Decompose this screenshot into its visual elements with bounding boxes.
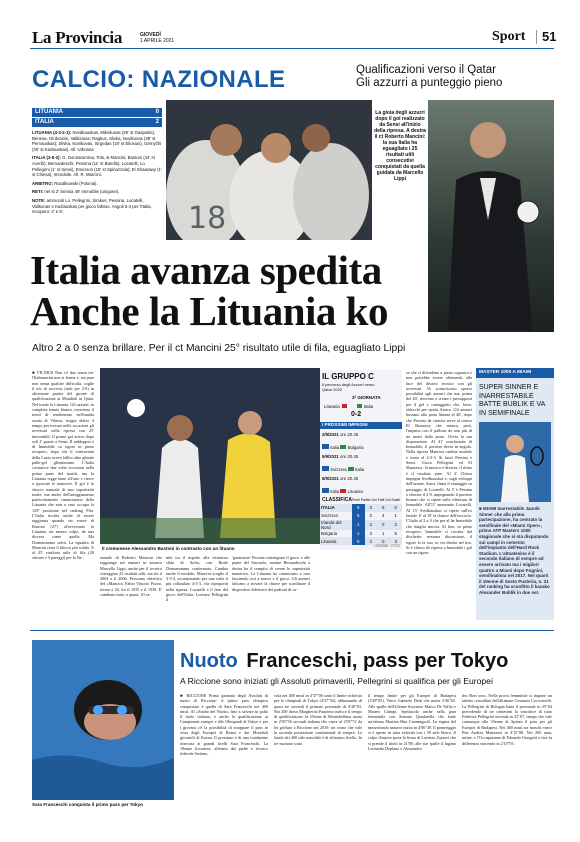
standings-title: CLASSIFICA (322, 497, 352, 503)
section-divider (30, 630, 554, 631)
kicker-line-1: Qualificazioni verso il Qatar (356, 64, 496, 76)
sidebar-text: ■ MIAMI Inarrestabile Jannik Sinner che alla prima partecipazione, ha centrato la semifinale del «Miami Open», primo ATP Masters 1000 stagionale che si sta disputando sui campi in cemento dell'impianto dell'Hard Rock Stadium. L'altoatesino è il secondo italiano di sempre ad essere arrivato ma i migliori quattro a Miami dopo Fognini, semifinalista nel 2017. Nei quarti il 19enne di Sesto Pusteria, n. 31 del ranking ha sconfitto il kazako Alexander Bublik in due set. (479, 506, 550, 595)
table-row: Bulgaria 1 3 1 5 (321, 530, 397, 536)
result-score: 0-2 (351, 411, 362, 418)
swimmer-photo (32, 640, 174, 800)
headline (30, 247, 450, 334)
standings-headers: Punti Partite Gol Fatti Gol Subiti (352, 498, 400, 502)
article-column: zionale di Roberto Mancini che raggiunge nei numeri in azzurro Marcello Lippi, anche per il tecnico viareggino 25 risultati utili, ma fra il 2004 e il 2006. Prossimo obiettivo del «Mancio» Fabio Vittorio Pozzo, ferma a 30, fra il 1935 e il 1939. E' cambiato tutto, o quasi: 10 ca- (100, 555, 162, 598)
match-illustration (100, 368, 320, 544)
article-column: ■ RICCIONE Prima giornata degli Assoluti di nuoto di Riccione: il primo pass olimpico conquistato è quello di Sara Franceschi nei 400 misti. Al «Stadio del Nuoto» fino a salvare in pallo il titolo italiano, e anche la qualificazione ai Campionati europei e alle Olimpiadi di Tokyo e per i giovani c'è la possibilità di strappare il pass in vista degli Europei di Roma e dei Mondiali giovanili di Kazan. Il prossimo è di una totalmente ritrovata ai grandi livelli Sara Franceschi. La 19enne livornese, allenata dal padre e tecnico federale Stefano, (180, 693, 268, 757)
sidebar-tag: MASTER 1000 A MIAMI (476, 368, 554, 378)
table-row: Svizzera 6 2 4 1 (321, 513, 397, 519)
headline-line-2: Anche la Lituania ko (30, 288, 388, 334)
team-score: 0 (155, 109, 159, 115)
headline-line-1: Italia avanza spedita (30, 247, 382, 293)
article-column: ■ VILNIUS Non c'è due senza tre: l'Italmancini non si ferma e, sia pure non senza qualche difficoltà, coglie il tris di successi (tutti per 2-0) in altrettante partite del girone di qualificazione ai Mondiali in Qatar. Nel tondo la Lituania. Gli azzurri, in completa tenuta bianca, inverteno il trend di rendimento nell'umida serata di Vilnius, troppo dietro il tempo per trovare nelle occasioni gli avversari nella ripresa con 25' inesorabili. Il primo gol arriva dopo soli 2' grazie a Sensi. Il raddoppio è di Immobile su rigore in pieno recupero, dopo che il centravanti della Lazio aveva fallito altre ghiotte palle-gol glientissime. L'Italia costruisce due volte occasioni nella prima parte del match, ma la Lituania regge bene all'urto e riesce a sporcare le manovre. Il gol è lo sbocco naturale di uno superiorità totale, ma anche dell'atteggiamento particolarmente rinunciatario della Lituania che non a caso occupa la 129ª posizione nel ranking Fifa. L'Italia rischia anche di essere raggiunta quando un errore di Bastoni (27') al'avversario la Lituania, un mezzo colpo, da una discesa come quella. Ma Donnarumma salva. La squadra di Mancini resta il blocco più solido. E al 25' risultato utile di fila (20 vittorie e 5 pareggi) per la Na- (32, 370, 94, 561)
table-row: Irlanda del Nord 1 2 0 2 (320, 520, 402, 530)
paper-logo: La Provincia (32, 28, 123, 47)
swimmer-illustration (32, 640, 174, 800)
sidebar (476, 368, 554, 620)
article-column: sa che si difendono a pieno organico e non potrebbe essere altrimenti, alla luce del divario tecnico con gli avversari. Ve scaturiscono spesso possibilità agli azzurri che ma, prima del 40', riescono a creare i presupposti per il gol e contaggiato che, forse, sblocchi per strada Amico. Gli azzurri bussano alla porta lituana al 40', dopo che Pessina da sinistra serve al centro El Shaarawy che manca, però, l'impatto con il pallone da non più di tre metri dalla porta. Ovvia la sua disperazione. Al 41' conclusione di Immobile, il portiere devia in angolo. Nella ripresa Mancini cambia modulo e torna al 4-3-3. Si fuori Pessina e Sensi. Gioca Pellegrini ed El Shaarawy: la musica è diversa, il ritmo è il risultato pure. Al 2' Chiesa impegna Svedkauskas e, sugli sviluppi dell'azione, Sensi, firma il vantaggio su passaggio di Locatelli. Al 5' è Pessina a sfiorare il 2-0, impegnando il portiere lituano che si ripete sulla rifinitura di Immobile. All'11' ammonito Locatelli. Al 15' Svedkauskas si ripete sull'ex laziale. E al 19' la chance dell'incrocio. L'Italia al 2 a 0 che per al ha Immobile che sbaglia ancora. Al fine, in pieno recupero, Immobile si riscatta dal dischetto: nessuna discussione, il rigore lo fa suo, in via diretta nel tiro. Si è chiuso da ripresa a Immobile i gol con un rigore. (406, 370, 472, 556)
swimmer-caption: Sara Franceschi conquista il primo pass per Tokyo (32, 802, 143, 807)
kicker (356, 64, 502, 90)
group-box (320, 370, 402, 550)
team-celebration-photo (166, 100, 372, 240)
nuoto-title: Franceschi, pass per Tokyo (246, 650, 509, 672)
page-number: 51 (542, 29, 557, 44)
match-item: 5/9/2021 ore 20.45 Svizzera Italia (322, 454, 365, 472)
scorebox-paragraph: NOTE: ammoniti Lo. Pellegrini, Simkus, Pessina, Locatelli, Valikunas e Kazlauskas per gioco falloso. Angoli 5-4 per l'Italia, recupero: 2' e 5'. (32, 197, 152, 215)
masthead (30, 27, 557, 49)
match-item: 2/9/2021 ore 20.45 Italia Bulgaria (322, 432, 364, 450)
kicker-line-2: Gli azzurri a punteggio pieno (356, 77, 503, 89)
result-row: Lituania Italia (324, 404, 374, 409)
team-row (32, 118, 162, 127)
article-column: mbi tra il rispetto alla vittoriosa sfida di Sofia, con Reale Donnarumma confermato. Cambia anche il modulo: Mancini sceglie il 3-5-2, accantonando per una volta il più collaudato 4-3-3, che riproporrà nella ripresa. Locatelli e il faro del gioco dell'Italia, Lorenzo Pellegrini il (166, 555, 228, 603)
nuoto-subtitle: A Riccione sono iniziati gli Assoluti primaverili, Pellegrini si qualifica per gli Europei (180, 676, 493, 686)
article-column: dro Bori orzo. Nella prova femminile si impone un talento cristallino dell'altimoto Costanza Cocconcelli. La Pellegrini di Bologna batte il personale in 25"04 precedendo di tre centesimi la vincitrice di tutto Federica Pellegrini seconda in 25"07, tempo che vale comunque alla 33enne di Spinea il pass per gli Europei di Budapest. Nei 400 misti tra maschi vince Pier Andrea Matteazzi in 4'15"80. Nei 200 rana, infine, e l'Occupazione di Edoardo Giorgetti a fare la differenza vincendo in 2'10"93. (462, 693, 552, 746)
article-column: 'guastatore' Pessina sostengono il gioco e alle punte del Sassuolo, mentre Bernardeschi a destra ha il compito di creare lo superiorità numerica. La Lituania ha cominciato a rara lasciando così a nuovo e il gioco. Gli azzurri faticano a trovare la chiave per scardinare il dispositivo difensivo dei padroni di ca- (232, 555, 310, 592)
team-row (32, 108, 162, 117)
table-row: Lituania 0 2 0 3 (320, 537, 402, 545)
standings-table (320, 504, 402, 545)
article-column: vola nei 400 misti in 4'37"06 sotto il limite richiesto per le olimpiadi di Tokyo (4'37"94), abbassando di quasi tre secondi il primato personale di 4'40"03. Nei 200 dorso Margherita Panziera trafisce il tempo di qualificazione: la 25enne di Montebelluna nuota in 2'05"56 secondi italiana che vince al 2'05"72 da lei griffato a Riccione nel 2019: un crono che vale la seconda prestazione continentale di sempre. La finale dei 400 stile maschile è di altissimo livello. In tre nuotano sotto (274, 693, 362, 746)
graphic-credit: L'ORDINE - FOTO (373, 544, 400, 548)
match-photo (100, 368, 320, 544)
scorebox-paragraph: LITUANIA (4-3-2-1): Svedkauskas, Mikoliunas (29' st Gaspuitis), Benesa, Girdvainis, Valikionas; Ragkus, Slivka, Novikovas (38' st Pernauskas); Slivka, Novikovas, Sirgedas (18' st Eliosius), Gernyčhi (30' st Kazlauskas). All. Urbonas (32, 130, 162, 152)
svg-text:18: 18 (188, 201, 227, 236)
scorebox-paragraph: ITALIA (3-5-2): G. Donnarumma, Tolo, & Mancini, Bastoni (44' st Acerbi); Bernardeschi, Pessina (11' st Barella), Locatelli, Lo Pellegrini (1' st Sensi), Emerson (18' st Spinazzola); El Shaarawy (1' st Chiesa), Immobile. All. R. Mancini. (32, 155, 162, 178)
scorebox-paragraph: RETI: nel st 2' Sensia 49' Immobile (unigone). (32, 189, 120, 195)
group-title: IL GRUPPO C (322, 372, 374, 381)
section-title: CALCIO: NAZIONALE (32, 66, 286, 93)
masthead-day: GIOVEDÌ (140, 32, 161, 38)
article-column: il tempo limite per gli Europei di Budapest (3'48"85). Vince Gabriele Detti che nuota 3'46"65. Alle spalle dell'23enne livornese Marco De Tullio e Matteo Ciampi. Spettacolo anche nella gara femminile con Simona Quadarella che batte un'ottima Martina Rita Caramignoli. La regina del mezzofondo azzurro nuota in 4'06"49. Il pomeriggio si è aperto in tutta velocità con i 50 stile libero. Il colpo d'autore porta la firma di Lorenzo Zazzeri che si prende il titolo in 21'89, alle sue spalle il lugano Leonardo Deplano e Alessandro (368, 693, 456, 751)
scorebox-paragraph: ARBITRO: Racalkowski (Polonia). (32, 180, 98, 186)
nuoto-header (180, 650, 508, 673)
section-label: Sport (492, 29, 526, 44)
nuoto-label: Nuoto (180, 650, 238, 672)
subhead: Altro 2 a 0 senza brillare. Per il ct Mancini 25° risultato utile di fila, eguagliato Lippi (32, 343, 406, 354)
sidebar-headline: SUPER SINNER E INARRESTABILE BATTE BUBLIK E VA IN SEMIFINALE (479, 384, 545, 417)
tennis-photo (479, 422, 551, 502)
scorebox (32, 108, 162, 248)
group-subtitle: Il percorso degli Azzurri verso Qatar 2022 (322, 382, 375, 392)
team-score: 2 (155, 119, 159, 125)
tennis-illustration (479, 422, 551, 502)
team-name: ITALIA (35, 119, 54, 125)
celebration-illustration (166, 100, 372, 240)
team-name: LITUANIA (35, 109, 63, 115)
round-label: 3ª GIORNATA (352, 395, 381, 400)
table-row: ITALIA 9 3 6 0 (320, 504, 402, 512)
next-matches-header: I PROSSIMI IMPEGNI (320, 422, 402, 429)
match-photo-caption: Il cremonese Alessandro Bastoni in contrasto con un lituano (102, 546, 235, 551)
divider (536, 30, 537, 44)
masthead-date: 1 APRILE 2021 (140, 38, 175, 44)
photo-caption: La gioia degli azzurri dopo il gol realizzato da Sensi all'inizio della ripresa. A destra il ct Roberto Mancini: la sua Italia ha eguagliato i 25 risultati utili consecutivi conquistati da quella guidata da Marcello Lippi (374, 110, 426, 182)
match-item: 8/9/2021 ore 20.45 Italia Lituania (322, 476, 363, 494)
